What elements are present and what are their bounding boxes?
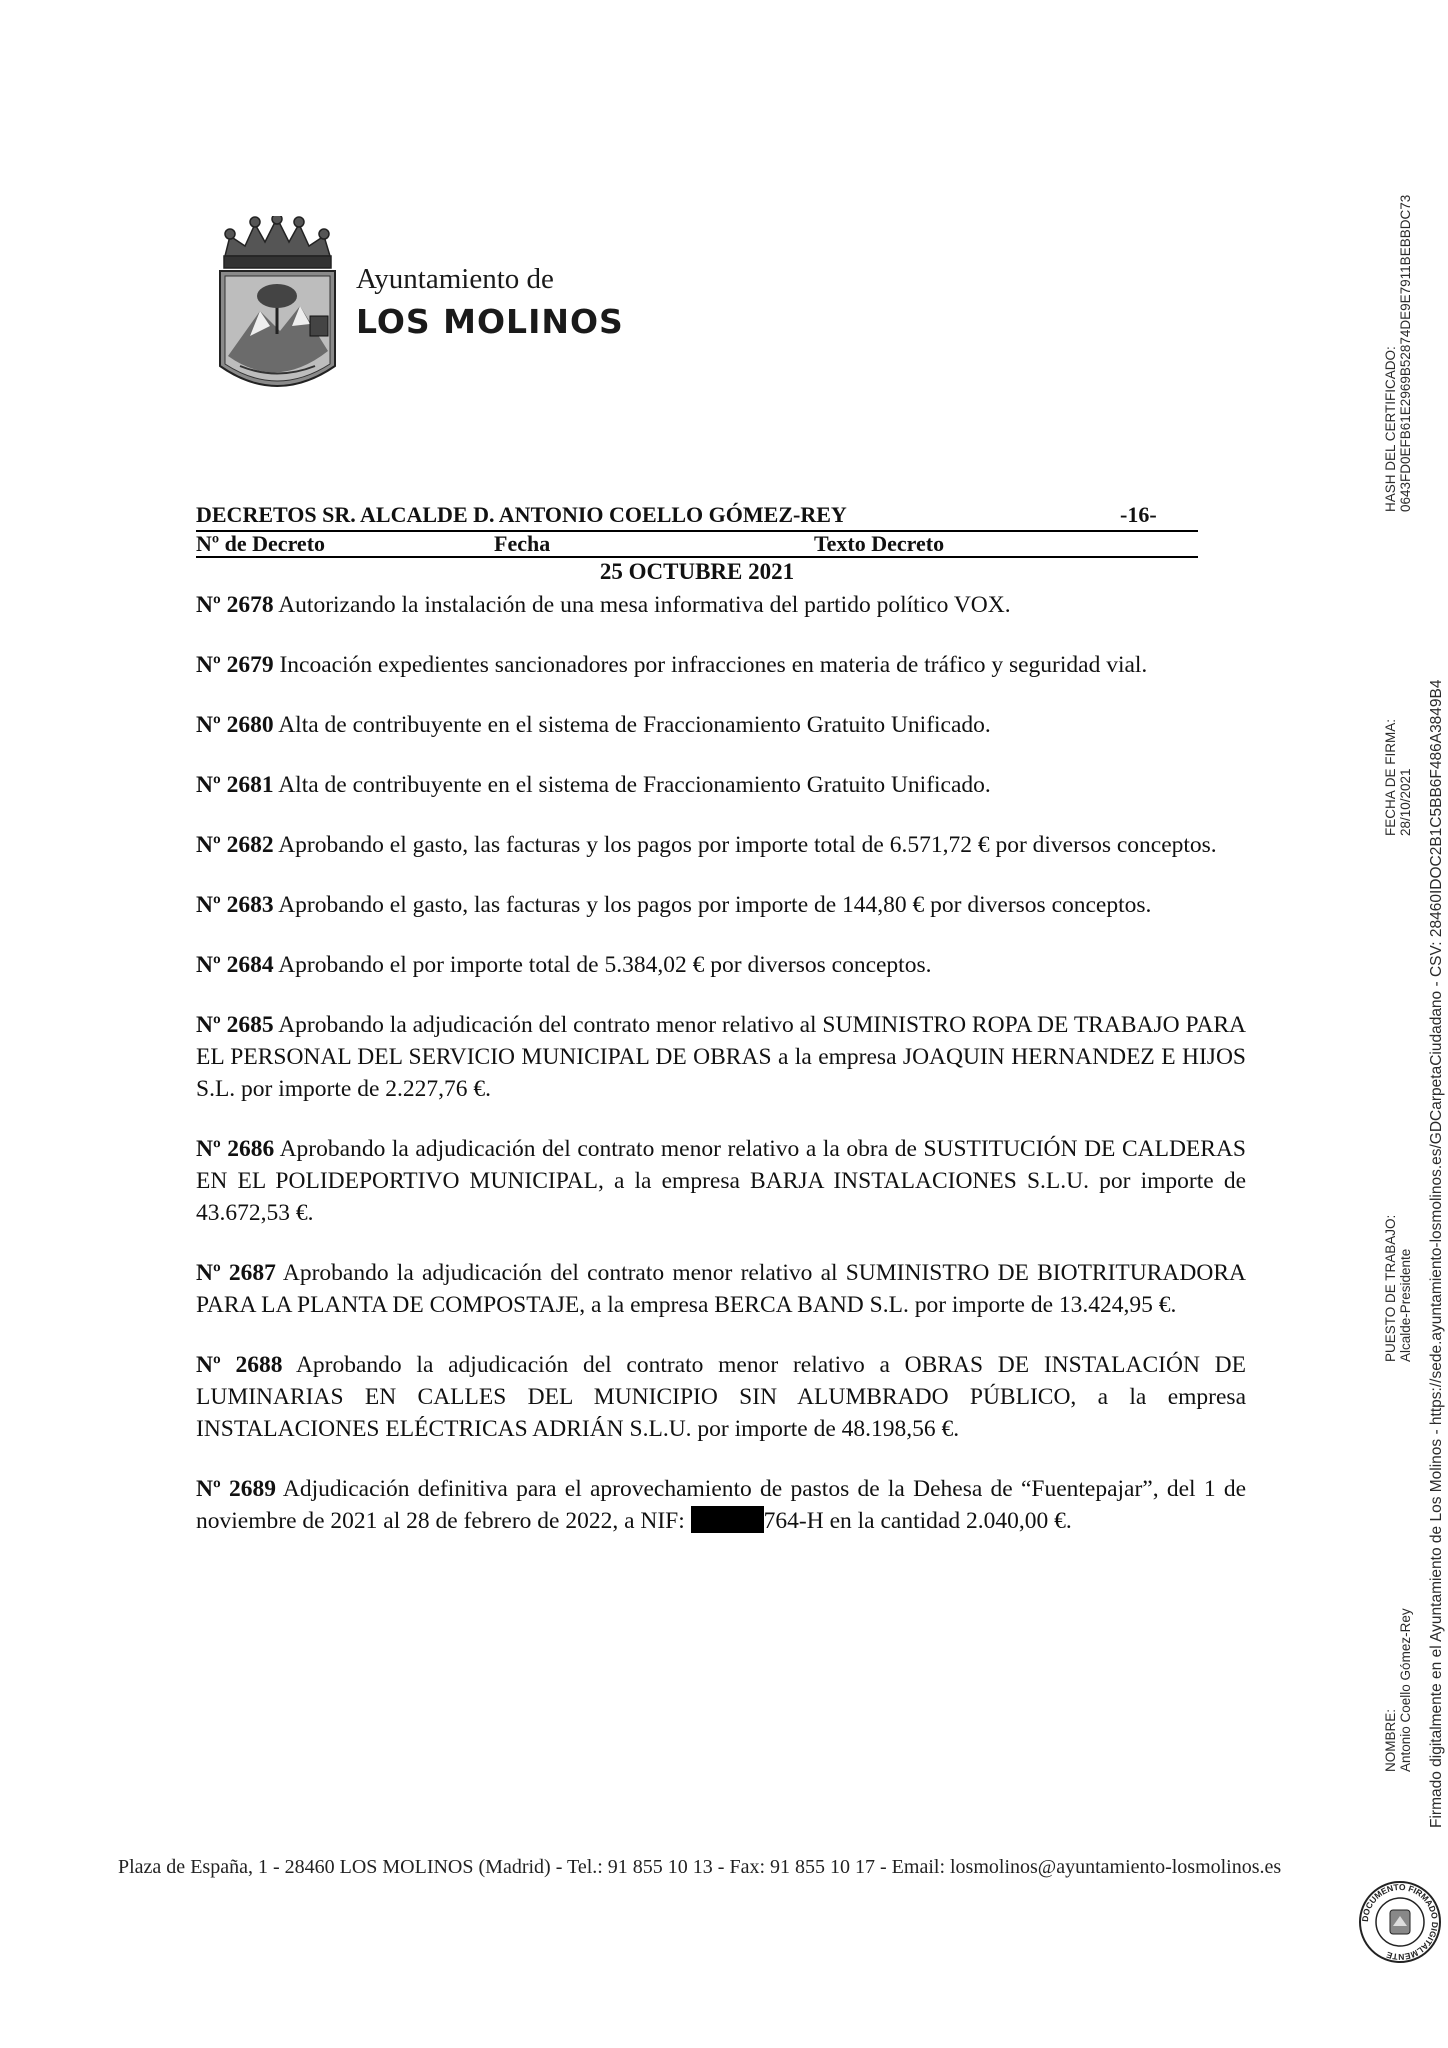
signature-hash <box>1383 195 1413 512</box>
decree-text: Alta de contribuyente en el sistema de Fraccionamiento Gratuito Unificado. <box>273 712 991 738</box>
decree-entry <box>196 829 1246 861</box>
decree-text: Incoación expedientes sancionadores por infracciones en materia de tráfico y seguridad vial. <box>273 652 1148 678</box>
decree-number: Nº 2680 <box>196 712 274 738</box>
decree-number: Nº 2684 <box>196 952 274 978</box>
decree-entry <box>196 769 1246 801</box>
puesto-value: Alcalde-Presidente <box>1398 1248 1413 1362</box>
decree-number: Nº 2683 <box>196 892 274 918</box>
decree-number: Nº 2678 <box>196 592 274 618</box>
decree-number: Nº 2686 <box>196 1136 275 1162</box>
seal-text: DOCUMENTO FIRMADO DIGITALMENTE <box>1359 1881 1441 1963</box>
nombre-label: NOMBRE: <box>1383 1708 1398 1772</box>
decree-entry <box>196 1349 1246 1445</box>
coat-of-arms-logo <box>210 216 345 401</box>
decree-list <box>196 589 1246 1565</box>
decree-text: Aprobando el por importe total de 5.384,02 € por diversos conceptos. <box>273 952 932 978</box>
decree-entry <box>196 1133 1246 1229</box>
signature-fecha <box>1383 719 1413 836</box>
decree-number: Nº 2689 <box>196 1476 276 1502</box>
decree-text: Aprobando el gasto, las facturas y los pagos por importe total de 6.571,72 € por diversos conceptos. <box>273 832 1217 858</box>
date-heading: 25 OCTUBRE 2021 <box>599 559 795 584</box>
digital-signature-line: Firmado digitalmente en el Ayuntamiento de Los Molinos - https://sede.ayuntamiento-losmolinos.es/GDCarpetaCiudadano - CSV: 28460IDOC2B1C5BB6F486A3849B4 <box>1428 679 1445 1828</box>
signature-puesto <box>1383 1215 1413 1362</box>
decree-number: Nº 2682 <box>196 832 274 858</box>
decree-number: Nº 2679 <box>196 652 274 678</box>
decree-text: Adjudicación definitiva para el aprovechamiento de pastos de la Dehesa de “Fuentepajar”, del 1 de noviembre de 2021 al 28 de febrero de 2022, a NIF: <box>196 1476 1246 1534</box>
decree-entry <box>196 589 1246 621</box>
signature-nombre <box>1383 1608 1413 1772</box>
decree-text: Aprobando la adjudicación del contrato menor relativo al SUMINISTRO ROPA DE TRABAJO PARA EL PERSONAL DEL SERVICIO MUNICIPAL DE OBRAS a la empresa JOAQUIN HERNANDEZ E HIJOS S.L. por importe de 2.227,76 €. <box>196 1012 1246 1102</box>
hash-label: HASH DEL CERTIFICADO: <box>1383 346 1398 512</box>
column-header-date: Fecha <box>494 531 551 556</box>
decree-title-row <box>196 502 1198 532</box>
decree-entry <box>196 889 1246 921</box>
nombre-value: Antonio Coello Gómez-Rey <box>1398 1608 1413 1772</box>
decree-text: Aprobando la adjudicación del contrato menor relativo al SUMINISTRO DE BIOTRITURADORA PARA LA PLANTA DE COMPOSTAJE, a la empresa BERCA BAND S.L. por importe de 13.424,95 €. <box>196 1260 1246 1318</box>
decree-entry <box>196 1009 1246 1105</box>
decree-number: Nº 2685 <box>196 1012 274 1038</box>
decree-entry <box>196 1257 1246 1321</box>
org-line2: LOS MOLINOS <box>356 302 624 341</box>
decree-title: DECRETOS SR. ALCALDE D. ANTONIO COELLO GÓMEZ-REY <box>196 502 847 527</box>
decree-text-end: 764-H en la cantidad 2.040,00 €. <box>763 1508 1072 1534</box>
decree-entry <box>196 949 1246 981</box>
puesto-label: PUESTO DE TRABAJO: <box>1383 1214 1398 1362</box>
digital-signature-seal <box>1358 1880 1442 1964</box>
column-header-number: Nº de Decreto <box>196 531 326 556</box>
decree-text: Autorizando la instalación de una mesa informativa del partido político VOX. <box>273 592 1011 618</box>
org-line1: Ayuntamiento de <box>356 263 554 295</box>
decree-text: Aprobando el gasto, las facturas y los pagos por importe de 144,80 € por diversos conceptos. <box>273 892 1152 918</box>
decree-entry <box>196 709 1246 741</box>
page-number: -16- <box>1120 502 1157 527</box>
hash-value: 0643FD0EFB61E2969B52874DE9E7911BEBBDC73 <box>1398 194 1413 512</box>
decree-entry <box>196 649 1246 681</box>
column-header-text: Texto Decreto <box>814 531 945 556</box>
decree-text: Alta de contribuyente en el sistema de Fraccionamiento Gratuito Unificado. <box>273 772 991 798</box>
decree-number: Nº 2687 <box>196 1260 276 1286</box>
decree-entry <box>196 1473 1246 1537</box>
decree-number: Nº 2688 <box>196 1352 283 1378</box>
decree-number: Nº 2681 <box>196 772 274 798</box>
organization-name <box>356 262 624 342</box>
fecha-value: 28/10/2021 <box>1398 768 1413 836</box>
footer-address: Plaza de España, 1 - 28460 LOS MOLINOS (Madrid) - Tel.: 91 855 10 13 - Fax: 91 855 10 17 - Email: losmolinos@ayuntamiento-losmolinos.es <box>118 1856 1282 1878</box>
decree-text: Aprobando la adjudicación del contrato menor relativo a OBRAS DE INSTALACIÓN DE LUMINARIAS EN CALLES DEL MUNICIPIO SIN ALUMBRADO PÚBLICO, a la empresa INSTALACIONES ELÉCTRICAS ADRIÁN S.L.U. por importe de 48.198,56 €. <box>196 1352 1246 1442</box>
column-header-row <box>196 531 1198 558</box>
redaction-box <box>691 1506 764 1533</box>
fecha-label: FECHA DE FIRMA: <box>1383 718 1398 836</box>
decree-text: Aprobando la adjudicación del contrato menor relativo a la obra de SUSTITUCIÓN DE CALDERAS EN EL POLIDEPORTIVO MUNICIPAL, a la empresa BARJA INSTALACIONES S.L.U. por importe de 43.672,53 €. <box>196 1136 1247 1226</box>
